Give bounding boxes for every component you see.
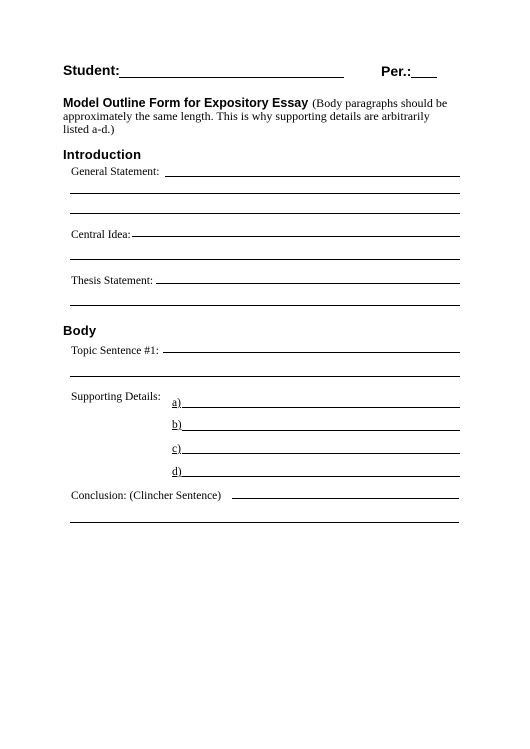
body-heading: Body bbox=[63, 323, 97, 338]
detail-c-label: c) bbox=[172, 443, 181, 455]
form-title-block bbox=[63, 96, 463, 136]
thesis-statement-label: Thesis Statement: bbox=[71, 275, 154, 287]
conclusion-label: Conclusion: (Clincher Sentence) bbox=[71, 490, 222, 502]
topic-sentence-label: Topic Sentence #1: bbox=[71, 345, 159, 357]
thesis-statement-line-2[interactable] bbox=[70, 305, 460, 306]
topic-sentence-line-1[interactable] bbox=[163, 352, 460, 353]
student-name-line[interactable] bbox=[119, 77, 344, 78]
general-statement-label: General Statement: bbox=[71, 166, 160, 178]
period-label: Per.: bbox=[381, 63, 412, 79]
student-label: Student: bbox=[63, 62, 120, 78]
form-title: Model Outline Form for Expository Essay bbox=[63, 96, 309, 110]
introduction-heading: Introduction bbox=[63, 147, 142, 162]
form-title-note-3: listed a-d.) bbox=[63, 122, 115, 136]
central-idea-line-2[interactable] bbox=[70, 259, 460, 260]
general-statement-line-3[interactable] bbox=[70, 213, 460, 214]
period-line[interactable] bbox=[411, 77, 437, 78]
detail-b-label: b) bbox=[172, 419, 182, 431]
topic-sentence-line-2[interactable] bbox=[70, 376, 460, 377]
general-statement-line-1[interactable] bbox=[165, 176, 460, 177]
detail-c-line[interactable] bbox=[182, 453, 460, 454]
thesis-statement-line-1[interactable] bbox=[156, 283, 460, 284]
supporting-details-label: Supporting Details: bbox=[71, 391, 161, 403]
detail-b-line[interactable] bbox=[182, 430, 460, 431]
conclusion-line-2[interactable] bbox=[70, 522, 459, 523]
central-idea-line-1[interactable] bbox=[132, 236, 460, 237]
general-statement-line-2[interactable] bbox=[70, 193, 460, 194]
detail-a-line[interactable] bbox=[182, 407, 460, 408]
form-title-note-2: approximately the same length. This is why supporting details are arbitrarily bbox=[63, 109, 430, 123]
detail-d-label: d) bbox=[172, 466, 182, 478]
form-title-note: (Body paragraphs should be bbox=[312, 96, 448, 110]
detail-a-label: a) bbox=[172, 397, 181, 409]
detail-d-line[interactable] bbox=[182, 476, 460, 477]
conclusion-line-1[interactable] bbox=[232, 498, 459, 499]
central-idea-label: Central Idea: bbox=[71, 229, 131, 241]
